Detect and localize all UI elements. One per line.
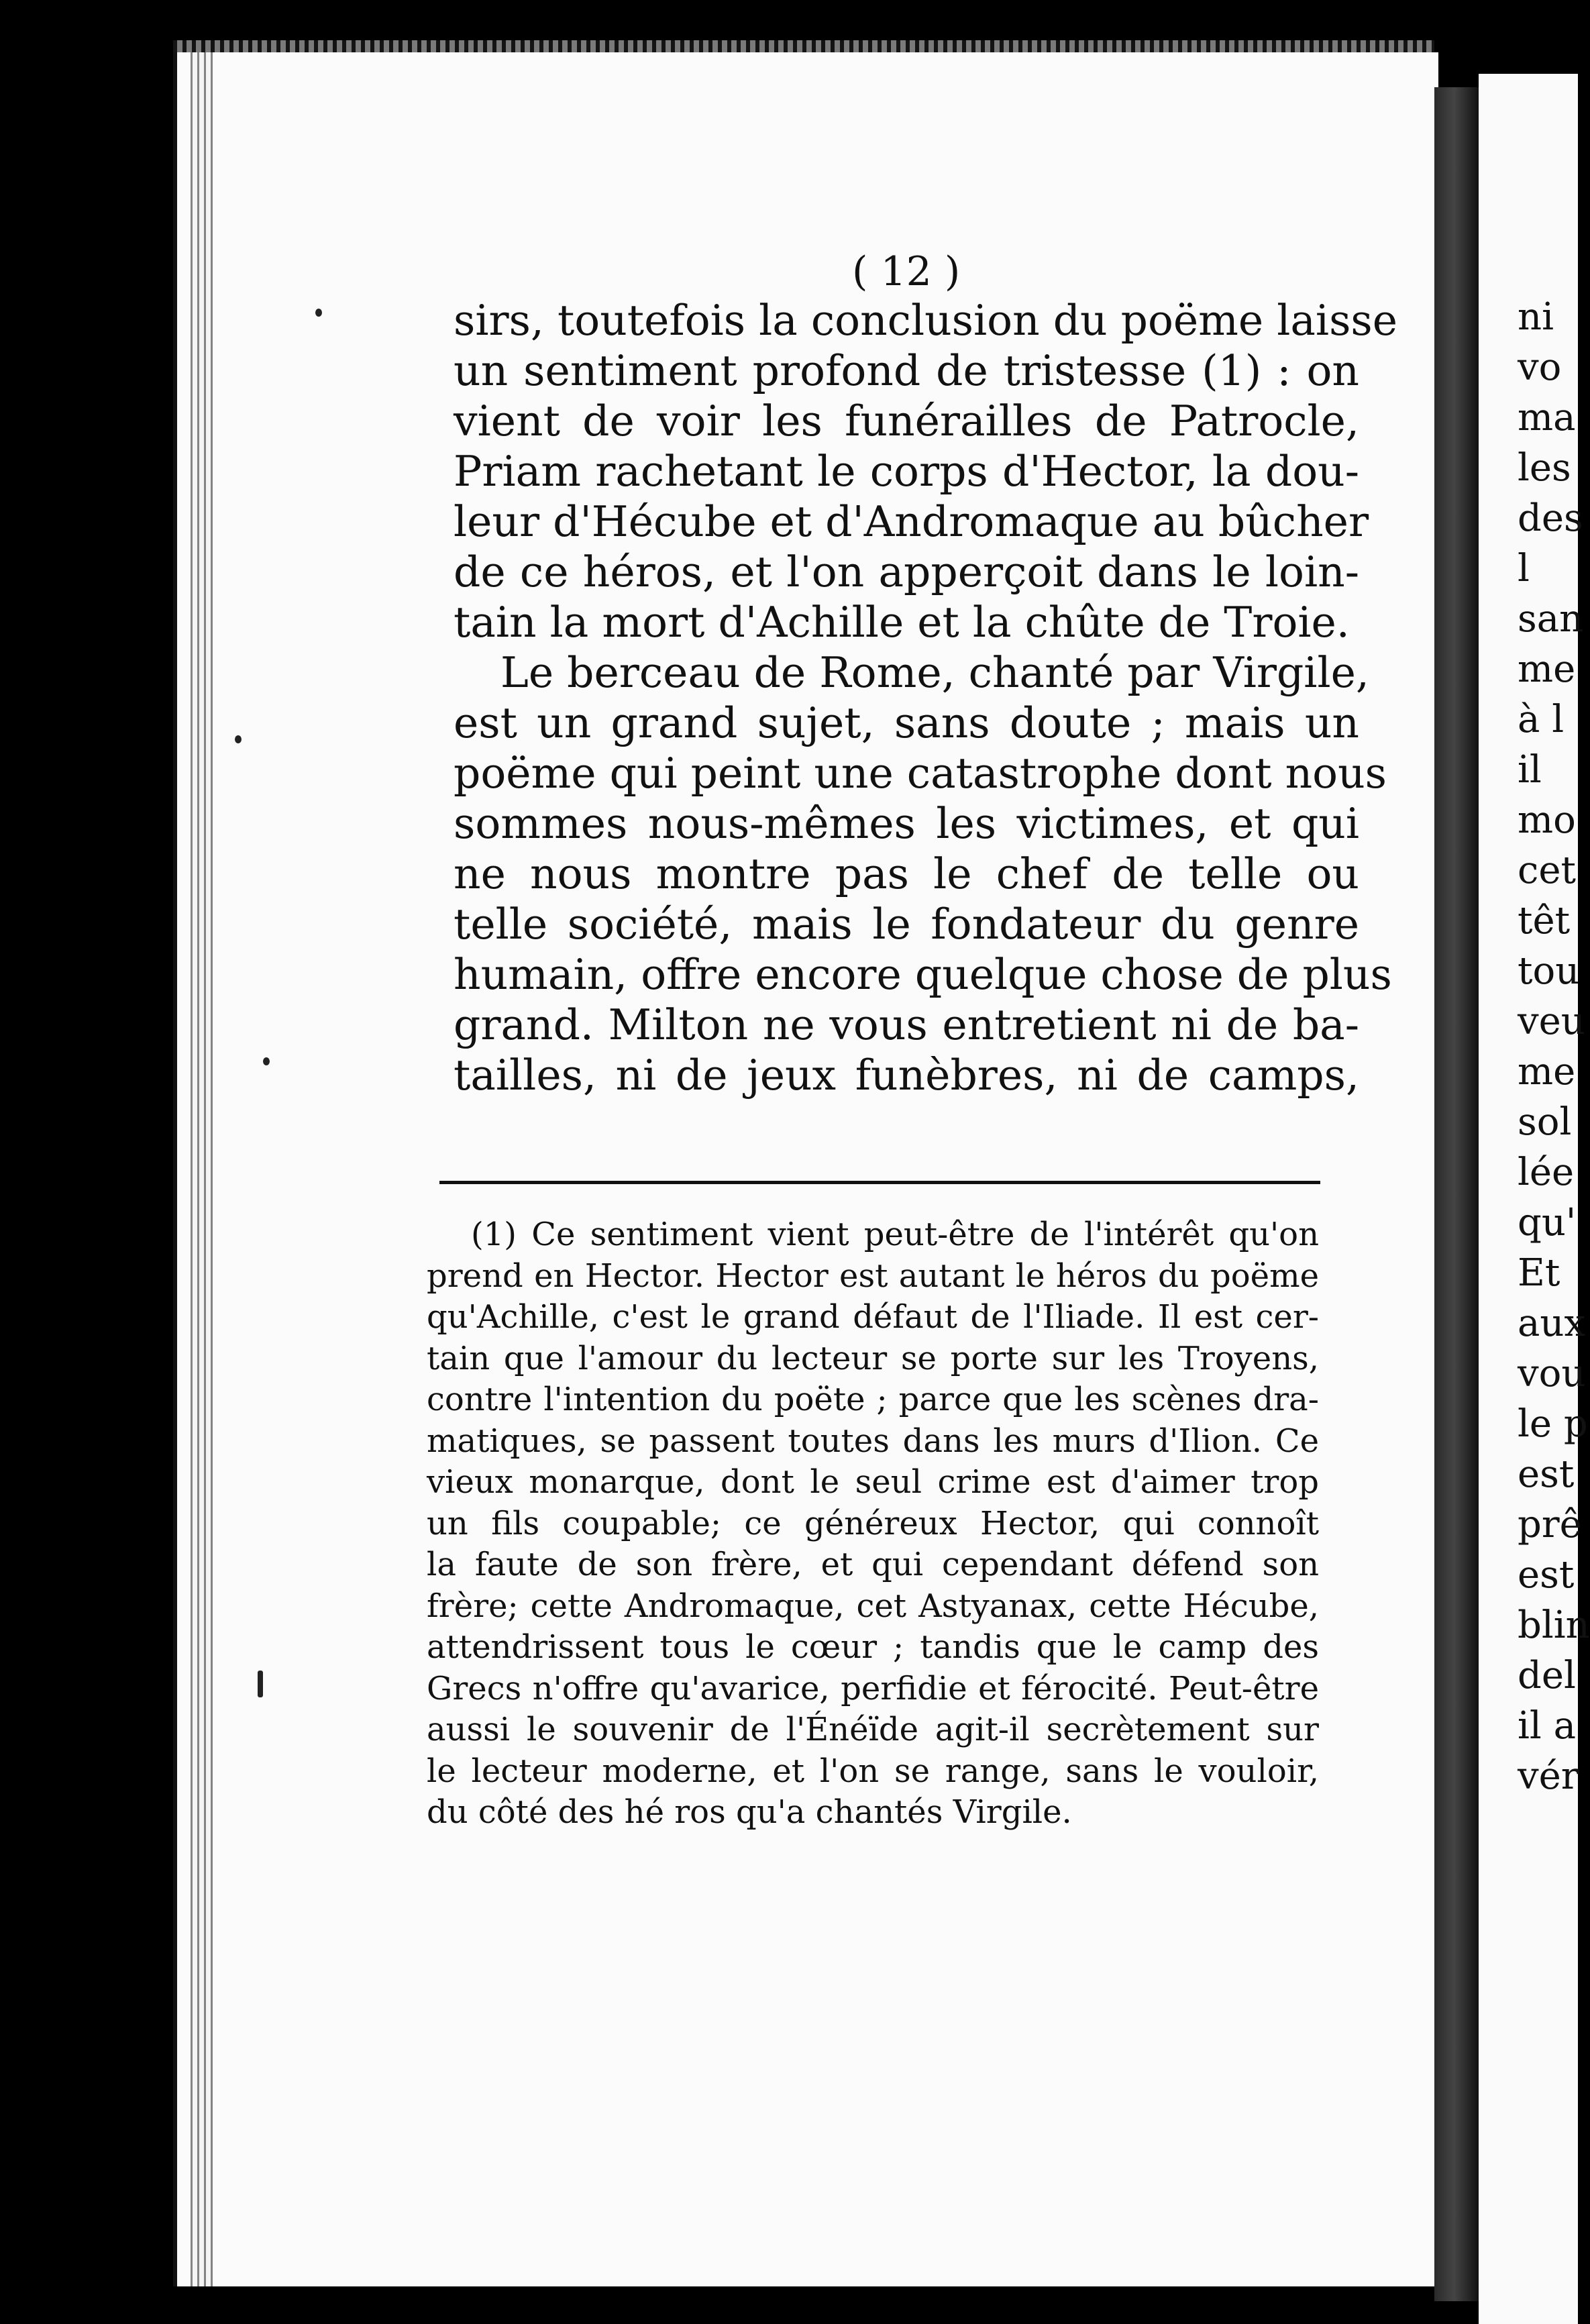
footnote-line: Grecs n'offre qu'avarice, perfidie et férocité. Peut-être [427, 1669, 1319, 1707]
body-line: Le berceau de Rome, chanté par Virgile, [500, 648, 1369, 697]
facing-page-fragment: Et [1518, 1251, 1560, 1295]
footnote-line: la faute de son frère, et qui cependant défend son [427, 1546, 1319, 1583]
body-line: leur d'Hécube et d'Andromaque au bûcher [454, 497, 1369, 546]
body-line: tain la mort d'Achille et la chûte de Troie. [454, 598, 1350, 647]
footnote-line: (1) Ce sentiment vient peut-être de l'intérêt qu'on [471, 1216, 1319, 1253]
facing-page-fragment: vou [1518, 1352, 1586, 1395]
body-text [454, 295, 1398, 1100]
footnote-line: attendrissent tous le cœur ; tandis que le camp des [427, 1628, 1319, 1666]
footnote-line: tain que l'amour du lecteur se porte sur les Troyens, [427, 1339, 1319, 1377]
footnote-line: un fils coupable; ce généreux Hector, qui connoît [427, 1504, 1319, 1542]
scan-speck [315, 309, 322, 317]
facing-page-fragment: des [1518, 496, 1583, 540]
body-line: poëme qui peint une catastrophe dont nous [454, 749, 1387, 798]
facing-page-fragment: blin [1518, 1603, 1590, 1647]
body-line: Priam rachetant le corps d'Hector, la dou- [454, 447, 1359, 496]
facing-page-fragment: aux [1518, 1302, 1586, 1345]
facing-page-fragment: est [1518, 1452, 1575, 1496]
facing-page-fragment: mo [1518, 798, 1576, 842]
footnote-line: frère; cette Andromaque, cet Astyanax, cette Hécube, [427, 1587, 1319, 1625]
facing-page-fragment: del [1518, 1654, 1576, 1697]
body-line: sommes nous-mêmes les victimes, et qui [454, 799, 1359, 848]
facing-page-fragment: sol [1518, 1100, 1572, 1144]
body-line: un sentiment profond de tristesse (1) : on [454, 346, 1359, 395]
body-line: de ce héros, et l'on apperçoit dans le loin- [454, 547, 1359, 596]
book-gutter [1434, 87, 1479, 2301]
facing-page-fragment: qu' [1518, 1201, 1577, 1245]
footnote-line: aussi le souvenir de l'Énéïde agit-il secrètement sur [427, 1711, 1319, 1748]
body-line: est un grand sujet, sans doute ; mais un [454, 698, 1359, 747]
facing-page-fragment: est [1518, 1553, 1575, 1597]
facing-page-fragment: vo [1518, 346, 1562, 389]
facing-page-fragment: cet [1518, 849, 1577, 892]
body-line: ne nous montre pas le chef de telle ou [454, 849, 1359, 898]
body-line: telle société, mais le fondateur du genre [454, 900, 1359, 949]
facing-page-fragment: san [1518, 597, 1584, 641]
facing-page-fragment: prê [1518, 1503, 1582, 1546]
body-line: tailles, ni de jeux funèbres, ni de camps, [454, 1051, 1359, 1100]
facing-page-fragment: tou [1518, 949, 1580, 993]
footnote-line: contre l'intention du poëte ; parce que les scènes dra- [427, 1381, 1319, 1418]
scan-speck [235, 735, 242, 743]
facing-page-fragment: me [1518, 1050, 1576, 1094]
footnote-rule [439, 1181, 1320, 1184]
facing-page-fragment: l [1518, 547, 1530, 590]
footnote [427, 1214, 1319, 1834]
facing-page-fragment: veu [1518, 1000, 1585, 1043]
facing-page-fragment: me [1518, 647, 1576, 691]
facing-page-fragment: vér [1518, 1754, 1579, 1798]
facing-page-fragment: les [1518, 446, 1571, 490]
footnote-line: du côté des hé ros qu'a chantés Virgile. [427, 1793, 1072, 1831]
body-line: grand. Milton ne vous entretient ni de ba- [454, 1000, 1359, 1049]
footnote-line: vieux monarque, dont le seul crime est d'aimer trop [427, 1463, 1319, 1501]
facing-page-fragment: il a [1518, 1704, 1577, 1748]
facing-page-fragment: il [1518, 748, 1542, 792]
footnote-line: le lecteur moderne, et l'on se range, sans le vouloir, [427, 1752, 1319, 1790]
footnote-line: prend en Hector. Hector est autant le héros du poëme [427, 1257, 1319, 1295]
facing-page-fragment: ma [1518, 396, 1576, 439]
scan-speck [263, 1057, 270, 1065]
facing-page-fragment: ni [1518, 295, 1554, 339]
facing-page-fragment: le p [1518, 1402, 1588, 1446]
body-line: vient de voir les funérailles de Patrocle, [454, 397, 1359, 445]
facing-page-fragment: têt [1518, 899, 1571, 943]
page-number: ( 12 ) [852, 248, 961, 295]
facing-page-fragment: à l [1518, 698, 1565, 741]
facing-page-edge [1479, 74, 1590, 2324]
footnote-line: matiques, se passent toutes dans les murs d'Ilion. Ce [427, 1422, 1319, 1460]
facing-page-fragment: lée [1518, 1151, 1575, 1194]
body-line: sirs, toutefois la conclusion du poëme laisse [454, 296, 1398, 345]
scan-speck [258, 1671, 263, 1697]
footnote-line: qu'Achille, c'est le grand défaut de l'Iliade. Il est cer- [427, 1298, 1319, 1336]
body-line: humain, offre encore quelque chose de plus [454, 950, 1392, 999]
